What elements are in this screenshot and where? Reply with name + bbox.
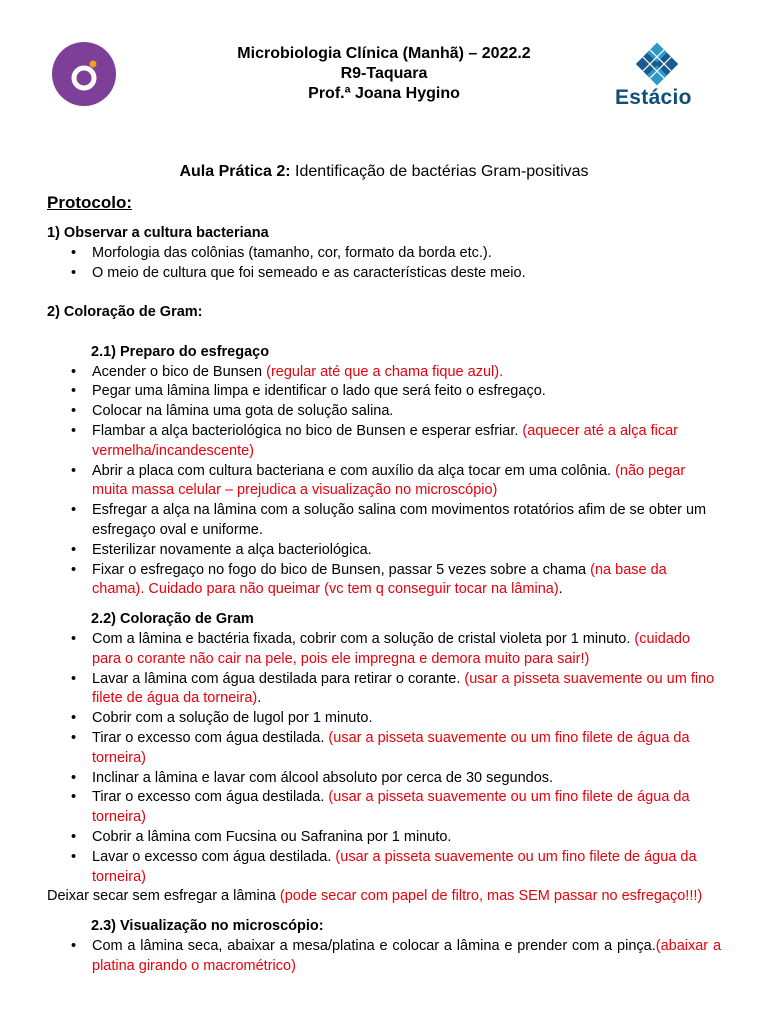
list-item: • Tirar o excesso com água destilada. (usar a pisseta suavemente ou um fino filete de água da torneira) [47, 729, 721, 769]
section-2-title: 2) Coloração de Gram: [47, 304, 203, 321]
section-2-2-title: 2.2) Coloração de Gram [91, 611, 254, 628]
course-title: Microbiologia Clínica (Manhã) – 2022.2 [237, 45, 531, 62]
red-note: (na base da chama). Cuidado para não queimar (vc tem q conseguir tocar na lâmina) [92, 561, 667, 598]
protocol-heading: Protocolo: [47, 193, 132, 212]
section-2-3-title: 2.3) Visualização no microscópio: [91, 918, 324, 935]
list-item: • Abrir a placa com cultura bacteriana e com auxílio da alça tocar em uma colônia. (não pegar muita massa celular – prejudica a visualização no microscópio) [47, 462, 721, 502]
drying-instruction: Deixar secar sem esfregar a lâmina (pode secar com papel de filtro, mas SEM passar no esfregaço!!!) [47, 888, 703, 905]
section-2-2-list [47, 630, 721, 887]
lesson-title [0, 162, 768, 182]
estacio-diamond-icon [612, 42, 702, 86]
red-note: (regular até que a chama fique azul). [266, 363, 504, 380]
list-item: • Cobrir com a solução de lugol por 1 minuto. [47, 709, 721, 729]
estacio-logo-text: Estácio [615, 86, 692, 109]
course-class: R9-Taquara [340, 65, 428, 82]
red-note: (aquecer até a alça ficar vermelha/incandescente) [92, 422, 678, 459]
list-item: • Pegar uma lâmina limpa e identificar o lado que será feito o esfregaço. [47, 382, 721, 402]
red-note: (abaixar a platina girando o macrométrico) [92, 937, 722, 974]
red-note: (usar a pisseta suavemente ou um fino filete de água da torneira) [92, 789, 690, 826]
red-note: (não pegar muita massa celular – prejudica a visualização no microscópio) [92, 462, 686, 499]
list-item: • Colocar na lâmina uma gota de solução salina. [47, 402, 721, 422]
list-item: • Acender o bico de Bunsen (regular até que a chama fique azul). [47, 363, 721, 383]
list-item: • Inclinar a lâmina e lavar com álcool absoluto por cerca de 30 segundos. [47, 769, 721, 789]
list-item: • Lavar o excesso com água destilada. (usar a pisseta suavemente ou um fino filete de água da torneira) [47, 848, 721, 888]
section-1-title: 1) Observar a cultura bacteriana [47, 225, 269, 241]
lesson-subject: Identificação de bactérias Gram-positivas [290, 163, 589, 180]
red-note: (usar a pisseta suavemente ou um fino filete de água da torneira) [92, 670, 715, 707]
section-2-1-title: 2.1) Preparo do esfregaço [91, 343, 270, 360]
list-item: • Esterilizar novamente a alça bacteriológica. [47, 541, 721, 561]
list-item: • Lavar a lâmina com água destilada para retirar o corante. (usar a pisseta suavemente ou um fino filete de água da torneira). [47, 670, 721, 710]
list-item: • Tirar o excesso com água destilada. (usar a pisseta suavemente ou um fino filete de água da torneira) [47, 788, 721, 828]
section-1-list [47, 244, 721, 284]
list-item: • Cobrir a lâmina com Fucsina ou Safranina por 1 minuto. [47, 828, 721, 848]
estacio-logo [612, 42, 702, 108]
red-note: (pode secar com papel de filtro, mas SEM passar no esfregaço!!!) [279, 888, 703, 905]
list-item: • Com a lâmina seca, abaixar a mesa/platina e colocar a lâmina e prender com a pinça.(abaixar a platina girando o macrométrico) [47, 937, 721, 977]
red-note: (cuidado para o corante não cair na pele, pois ele impregna e demora muito para sair!) [92, 630, 691, 667]
list-item: • Com a lâmina e bactéria fixada, cobrir com a solução de cristal violeta por 1 minuto. (cuidado para o corante não cair na pele, pois ele impregna e demora muito para sair!) [47, 630, 721, 670]
red-note: (usar a pisseta suavemente ou um fino filete de água da torneira) [92, 729, 690, 766]
section-2-3-list [47, 937, 721, 977]
course-professor: Prof.ª Joana Hygino [308, 85, 460, 102]
red-note: (usar a pisseta suavemente ou um fino filete de água da torneira) [92, 848, 697, 885]
list-item: • Fixar o esfregaço no fogo do bico de Bunsen, passar 5 vezes sobre a chama (na base da chama). Cuidado para não queimar (vc tem q conseguir tocar na lâmina). [47, 561, 721, 601]
protocol-content [47, 224, 721, 976]
list-item: • Flambar a alça bacteriológica no bico de Bunsen e esperar esfriar. (aquecer até a alça ficar vermelha/incandescente) [47, 422, 721, 462]
list-item: • Esfregar a alça na lâmina com a solução salina com movimentos rotatórios afim de se obter um esfregaço oval e uniforme. [47, 501, 721, 541]
list-item: • Morfologia das colônias (tamanho, cor, formato da borda etc.). [47, 244, 721, 264]
list-item: • O meio de cultura que foi semeado e as características deste meio. [47, 264, 721, 284]
lesson-label: Aula Prática 2: [179, 163, 291, 180]
section-2-1-list [47, 363, 721, 601]
